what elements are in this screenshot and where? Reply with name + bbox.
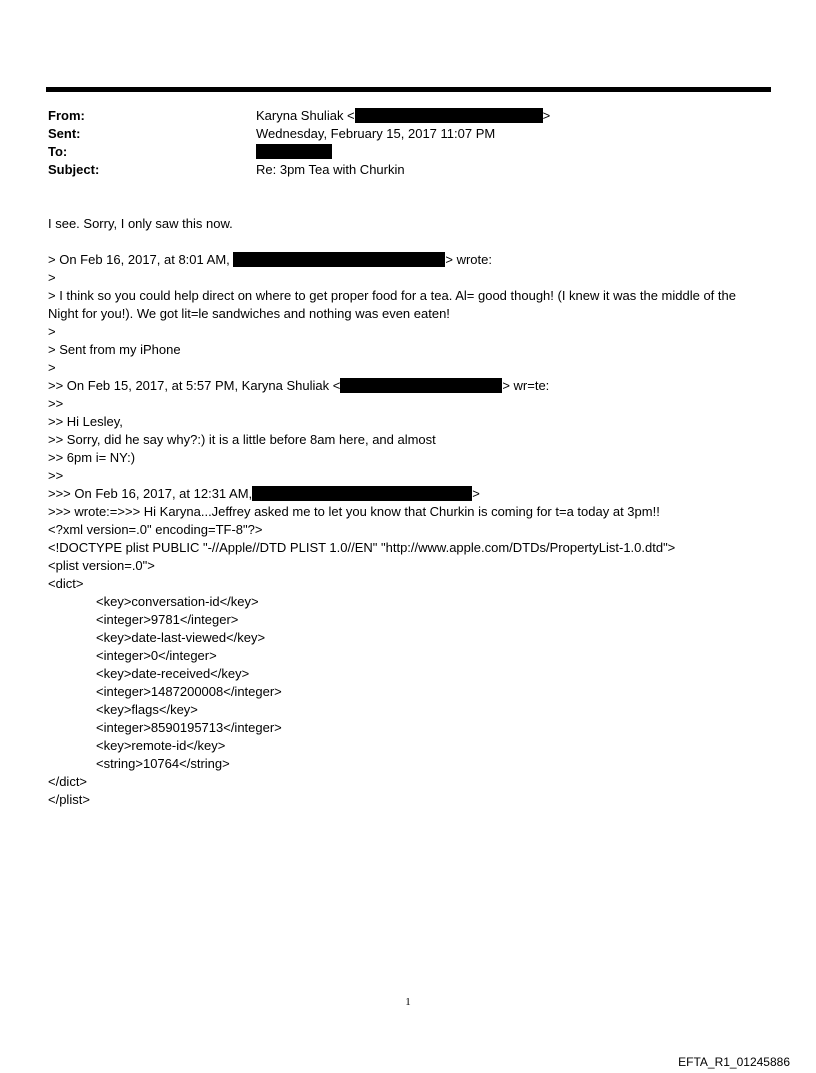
body-line: >> 6pm i= NY:) [48,450,136,465]
body-line: >> [48,468,64,483]
to-value [256,143,332,161]
page-number: 1 [405,996,411,1008]
body-line: >> Hi Lesley, [48,414,123,429]
plist-entry: <key>remote-id</key> [96,738,226,753]
plist-entry: <string>10764</string> [96,756,230,771]
body-line: <?xml version=.0" encoding=TF-8"?> [48,522,263,537]
body-line [48,485,768,503]
from-name: Karyna Shuliak < [256,108,355,123]
body-line: > [48,360,56,375]
body-line: >>> wrote:=>>> Hi Karyna...Jeffrey asked me to let you know that Churkin is coming for t=a today at 3pm!! [48,504,660,519]
body-line: <plist version=.0"> [48,558,155,573]
redaction-block [355,108,543,123]
redaction-block [233,252,445,267]
plist-entry: <integer>9781</integer> [96,612,239,627]
quote-wrote: > wrote: [445,252,492,267]
subject-value: Re: 3pm Tea with Churkin [256,162,405,177]
body-line: > I think so you could help direct on where to get proper food for a tea. Al= good though! (I knew it was the middle of the Night for you!). We got lit=le sandwiches and nothing was even eaten! [48,288,736,321]
body-line: </dict> [48,774,88,789]
to-label: To: [48,144,68,159]
document-id: EFTA_R1_01245886 [678,1055,790,1069]
redaction-block [256,144,332,159]
subject-label: Subject: [48,162,100,177]
from-value [256,107,550,125]
header-rule [46,87,771,92]
to-row [48,143,748,161]
plist-entry: <key>flags</key> [96,702,198,717]
from-bracket: > [542,108,551,123]
plist-entry: <key>conversation-id</key> [96,594,259,609]
sent-row [48,125,748,143]
plist-entry: <integer>8590195713</integer> [96,720,282,735]
body-line: > Sent from my iPhone [48,342,181,357]
body-line [48,251,768,269]
body-line: >> Sorry, did he say why?:) it is a little before 8am here, and almost [48,432,436,447]
body-line: </plist> [48,792,90,807]
plist-entry: <integer>1487200008</integer> [96,684,282,699]
blank-line [48,233,768,251]
plist-entry: <integer>0</integer> [96,648,217,663]
plist-entry: <key>date-received</key> [96,666,250,681]
body-line [48,377,768,395]
quote-intro: >>> On Feb 16, 2017, at 12:31 AM, [48,486,253,501]
body-line: <dict> [48,576,84,591]
quote-intro: > On Feb 16, 2017, at 8:01 AM, [48,252,230,267]
body-line: > [48,270,56,285]
from-row [48,107,748,125]
body-line: > [48,324,56,339]
email-body [48,215,768,809]
body-line: I see. Sorry, I only saw this now. [48,216,233,231]
from-label: From: [48,108,85,123]
body-line: >> [48,396,64,411]
quote-intro: >> On Feb 15, 2017, at 5:57 PM, Karyna Shuliak < [48,378,341,393]
quote-bracket: > [472,486,480,501]
sent-value: Wednesday, February 15, 2017 11:07 PM [256,126,496,141]
email-header [48,107,748,179]
redaction-block [340,378,502,393]
sent-label: Sent: [48,126,81,141]
quote-wrote: > wr=te: [502,378,550,393]
redaction-block [252,486,472,501]
subject-row [48,161,748,179]
plist-entry: <key>date-last-viewed</key> [96,630,266,645]
body-line: <!DOCTYPE plist PUBLIC "-//Apple//DTD PLIST 1.0//EN" "http://www.apple.com/DTDs/PropertyList-1.0.dtd"> [48,540,676,555]
